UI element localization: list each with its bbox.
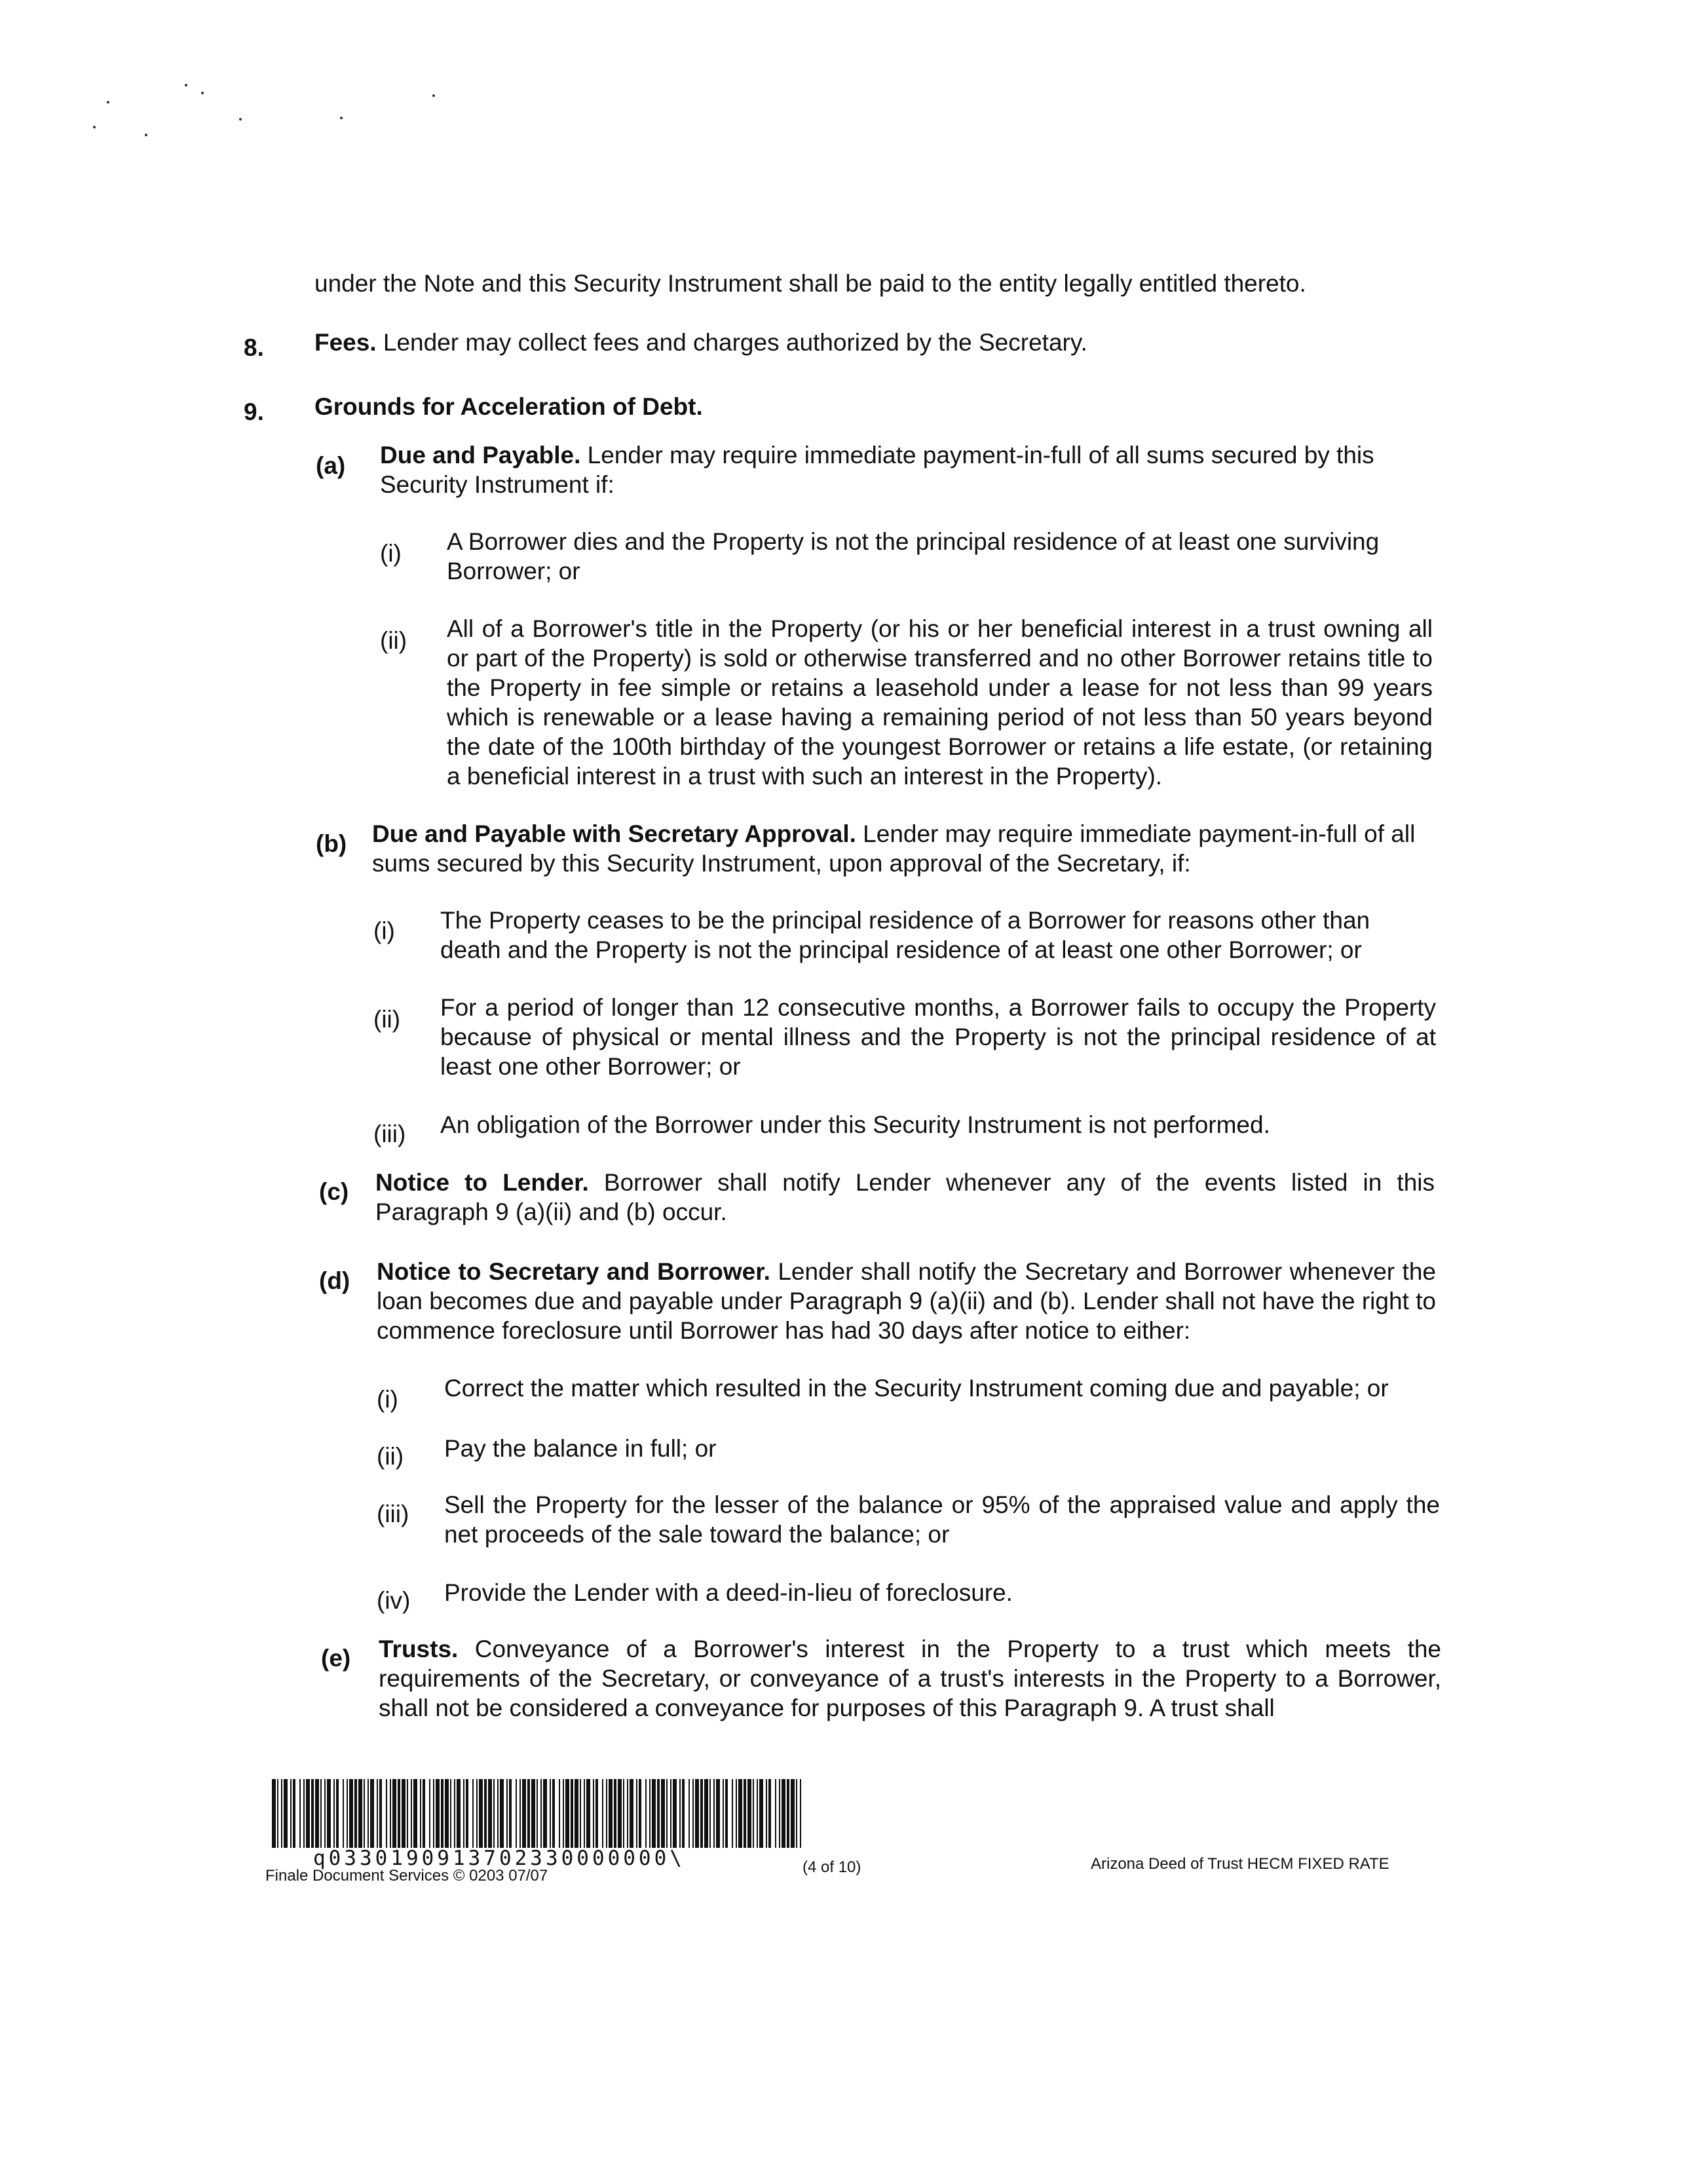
footer-right: Arizona Deed of Trust HECM FIXED RATE [1091, 1855, 1389, 1873]
clause-b-item-1-text: The Property ceases to be the principal residence of a Borrower for reasons other than death and the Property is not the principal residence of at least one other Borrower; or [440, 907, 1370, 963]
clause-c-label: (c) [319, 1178, 349, 1205]
clause-a-item-2-label: (ii) [380, 627, 407, 654]
barcode-digits: q0330190913702330000000\ [313, 1847, 685, 1870]
clause-e-label: (e) [321, 1645, 351, 1672]
clause-a-item-2-text: All of a Borrower's title in the Property (or his or her beneficial interest in a trust owning all or part of the Property) is sold or otherwise transferred and no other Borrower retains title to the Property in fee simple or retains a leasehold under a lease for not less than 99 years which is renewable or a lease having a remaining period of not less than 50 years beyond the date of the 100th birthday of the youngest Borrower or retains a life estate, (or retaining a beneficial interest in a trust with such an interest in the Property). [447, 615, 1433, 790]
clause-d-text [377, 1257, 1436, 1345]
footer-page-number: (4 of 10) [802, 1858, 861, 1876]
clause-d-label: (d) [319, 1267, 350, 1294]
clause-d-item-3-label: (iii) [377, 1501, 409, 1527]
section-8-body: Lender may collect fees and charges authorized by the Secretary. [376, 329, 1087, 356]
clause-a-text [380, 440, 1428, 499]
clause-b-item-2-text: For a period of longer than 12 consecutive months, a Borrower fails to occupy the Property because of physical or mental illness and the Property is not the principal residence of at least one other Borrower; or [440, 994, 1436, 1080]
clause-a-title: Due and Payable. [380, 442, 581, 469]
clause-e-body: Conveyance of a Borrower's interest in the Property to a trust which meets the requirements of the Secretary, or conveyance of a trust's interests in the Property to a Borrower, shall not be considered a conveyance for purposes of this Paragraph 9. A trust shall [379, 1636, 1441, 1721]
clause-a-label: (a) [316, 452, 346, 479]
clause-b-label: (b) [316, 830, 347, 857]
clause-d-body: Lender shall notify the Secretary and Borrower whenever the loan becomes due and payable under Paragraph 9 (a)(ii) and (b). Lender shall not have the right to commence foreclosure until Borrower has had 30 days after notice to either: [377, 1258, 1436, 1344]
section-8-title: Fees. [314, 329, 377, 356]
clause-b-title: Due and Payable with Secretary Approval. [372, 820, 856, 847]
clause-b-body: Lender may require immediate payment-in-full of all sums secured by this Security Instrument, upon approval of the Secretary, if: [372, 820, 1416, 877]
clause-e-text [379, 1634, 1441, 1723]
clause-a-item-1-label: (i) [380, 540, 402, 567]
clause-d-item-4-label: (iv) [377, 1587, 411, 1614]
clause-d-item-1-label: (i) [377, 1386, 398, 1413]
section-9-title: Grounds for Acceleration of Debt. [314, 393, 703, 420]
clause-d-item-3-text: Sell the Property for the lesser of the balance or 95% of the appraised value and apply the net proceeds of the sale toward the balance; or [444, 1491, 1440, 1548]
clause-a-item-1-text: A Borrower dies and the Property is not the principal residence of at least one surviving Borrower; or [447, 528, 1380, 584]
clause-b-item-2-label: (ii) [373, 1006, 401, 1033]
clause-d-item-1-text: Correct the matter which resulted in the Security Instrument coming due and payable; or [444, 1375, 1389, 1402]
section-8-text [314, 328, 1087, 357]
clause-d-title: Notice to Secretary and Borrower. [377, 1258, 770, 1285]
section-8-number: 8. [244, 334, 264, 361]
section-9-number: 9. [244, 398, 264, 425]
clause-d-item-2-text: Pay the balance in full; or [444, 1435, 717, 1462]
clause-e-title: Trusts. [379, 1636, 459, 1662]
barcode [272, 1779, 802, 1851]
clause-c-title: Notice to Lender. [375, 1169, 589, 1196]
clause-c-text [375, 1168, 1435, 1227]
continuation-text: under the Note and this Security Instrument shall be paid to the entity legally entitled thereto. [314, 270, 1306, 297]
clause-b-text [372, 819, 1433, 878]
clause-b-item-3-text: An obligation of the Borrower under this Security Instrument is not performed. [440, 1111, 1270, 1138]
clause-a-body: Lender may require immediate payment-in-full of all sums secured by this Security Instrument if: [380, 442, 1374, 498]
clause-c-body: Borrower shall notify Lender whenever any of the events listed in this Paragraph 9 (a)(ii) and (b) occur. [375, 1169, 1435, 1225]
clause-d-item-4-text: Provide the Lender with a deed-in-lieu of foreclosure. [444, 1579, 1013, 1606]
clause-b-item-3-label: (iii) [373, 1121, 406, 1147]
clause-d-item-2-label: (ii) [377, 1443, 404, 1470]
footer-left: Finale Document Services © 0203 07/07 [265, 1867, 548, 1885]
clause-b-item-1-label: (i) [373, 917, 395, 944]
